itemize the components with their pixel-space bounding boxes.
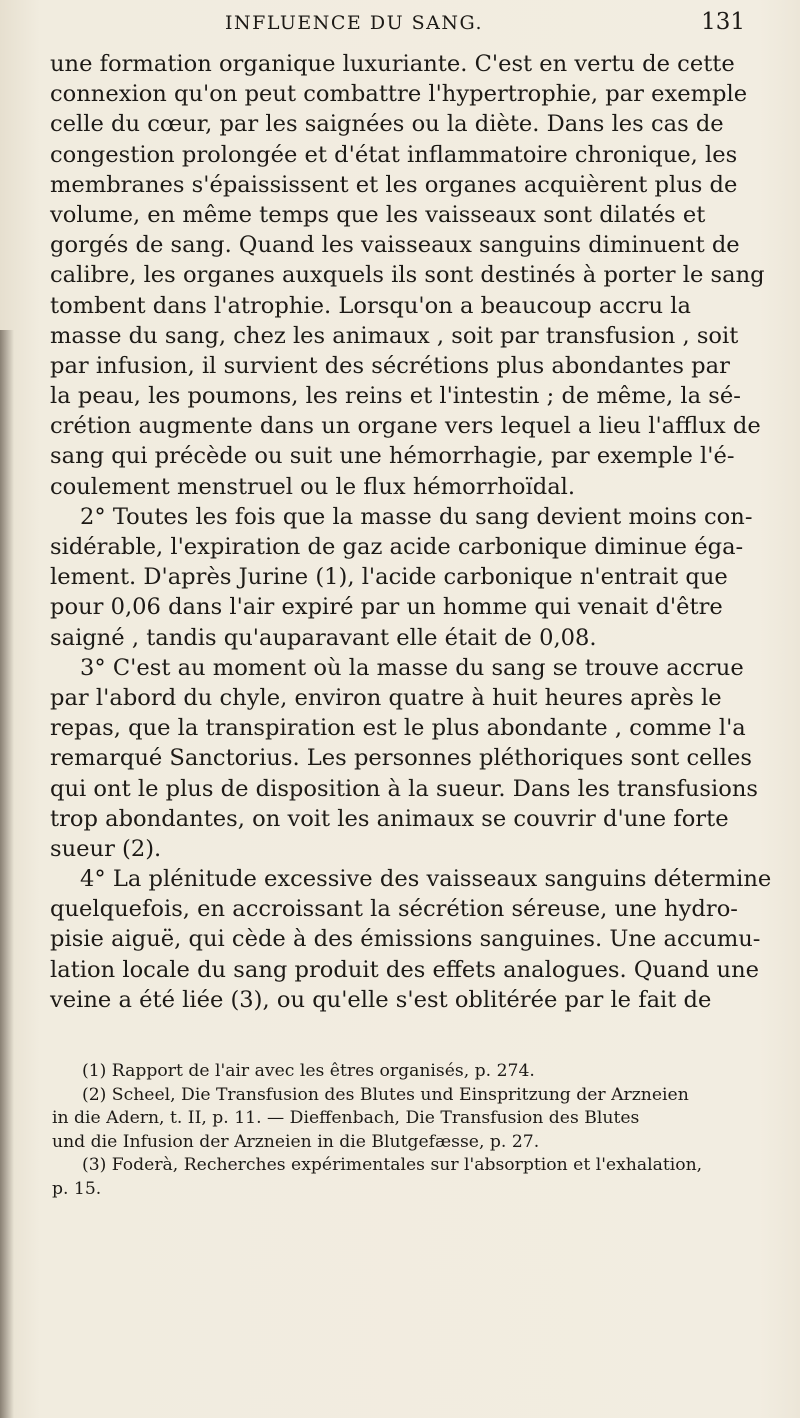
text-line: gorgés de sang. Quand les vaisseaux sanguins diminuent de xyxy=(50,232,740,259)
page-header xyxy=(225,8,745,38)
footnote-2: (2) Scheel, Die Transfusion des Blutes und Einspritzung der Arzneien xyxy=(82,1084,689,1105)
text-line: une formation organique luxuriante. C'est en vertu de cette xyxy=(50,51,735,77)
text-line: sidérable, l'expiration de gaz acide carbonique diminue éga- xyxy=(50,534,744,560)
text-line: repas, que la transpiration est le plus abondante , comme l'a xyxy=(50,715,746,742)
text-line: membranes s'épaississent et les organes acquièrent plus de xyxy=(50,171,738,198)
text-line: masse du sang, chez les animaux , soit par transfusion , soit xyxy=(50,322,739,349)
text-line: veine a été liée (3), ou qu'elle s'est oblitérée par le fait de xyxy=(50,986,712,1013)
running-head: INFLUENCE DU SANG. xyxy=(225,12,484,34)
text-line: pisie aiguë, qui cède à des émissions sanguines. Une accumu- xyxy=(50,926,761,953)
text-line: trop abondantes, on voit les animaux se couvrir d'une forte xyxy=(50,805,729,832)
spine-shadow xyxy=(0,330,14,1418)
text-line: congestion prolongée et d'état inflammatoire chronique, les xyxy=(50,141,738,168)
text-line: connexion qu'on peut combattre l'hypertrophie, par exemple xyxy=(50,81,748,108)
text-line: quelquefois, en accroissant la sécrétion séreuse, une hydro- xyxy=(50,896,738,923)
text-line: la peau, les poumons, les reins et l'intestin ; de même, la sé- xyxy=(50,383,741,410)
text-line: lation locale du sang produit des effets analogues. Quand une xyxy=(50,956,760,983)
text-line: crétion augmente dans un organe vers lequel a lieu l'afflux de xyxy=(50,413,761,440)
text-line: par l'abord du chyle, environ quatre à huit heures après le xyxy=(50,684,722,711)
footnote-1: (1) Rapport de l'air avec les êtres organisés, p. 274. xyxy=(82,1061,535,1081)
text-line: tombent dans l'atrophie. Lorsqu'on a beaucoup accru la xyxy=(50,292,691,319)
text-line: lement. D'après Jurine (1), l'acide carbonique n'entrait que xyxy=(50,564,728,591)
footnote-2-continued: und die Infusion der Arzneien in die Blutgefæsse, p. 27. xyxy=(52,1131,540,1152)
text-line: volume, en même temps que les vaisseaux sont dilatés et xyxy=(50,201,706,228)
body-text xyxy=(50,49,772,1015)
text-line: qui ont le plus de disposition à la sueur. Dans les transfusions xyxy=(50,775,759,802)
text-line: sueur (2). xyxy=(50,835,162,862)
footnote-3-continued: p. 15. xyxy=(52,1178,102,1199)
page-number: 131 xyxy=(701,9,745,35)
text-line: saigné , tandis qu'auparavant elle était de 0,08. xyxy=(50,624,597,651)
footnote-3: (3) Foderà, Recherches expérimentales sur l'absorption et l'exhalation, xyxy=(82,1155,703,1175)
text-line: coulement menstruel ou le flux hémorrhoïdal. xyxy=(50,473,576,500)
text-line: celle du cœur, par les saignées ou la diète. Dans les cas de xyxy=(50,111,724,138)
text-line: pour 0,06 dans l'air expiré par un homme qui venait d'être xyxy=(50,594,723,621)
text-line: calibre, les organes auxquels ils sont destinés à porter le sang xyxy=(50,262,765,289)
text-line: par infusion, il survient des sécrétions plus abondantes par xyxy=(50,352,730,379)
footnote-2-continued: in die Adern, t. II, p. 11. — Dieffenbach, Die Transfusion des Blutes xyxy=(52,1108,640,1128)
paragraph-start-line: 4° La plénitude excessive des vaisseaux sanguins détermine xyxy=(80,866,772,893)
paragraph-start-line: 3° C'est au moment où la masse du sang se trouve accrue xyxy=(80,654,744,681)
text-line: remarqué Sanctorius. Les personnes pléthoriques sont celles xyxy=(50,745,752,772)
text-line: sang qui précède ou suit une hémorrhagie, par exemple l'é- xyxy=(50,443,735,470)
footnotes xyxy=(52,1060,752,1201)
paragraph-start-line: 2° Toutes les fois que la masse du sang devient moins con- xyxy=(80,503,753,530)
